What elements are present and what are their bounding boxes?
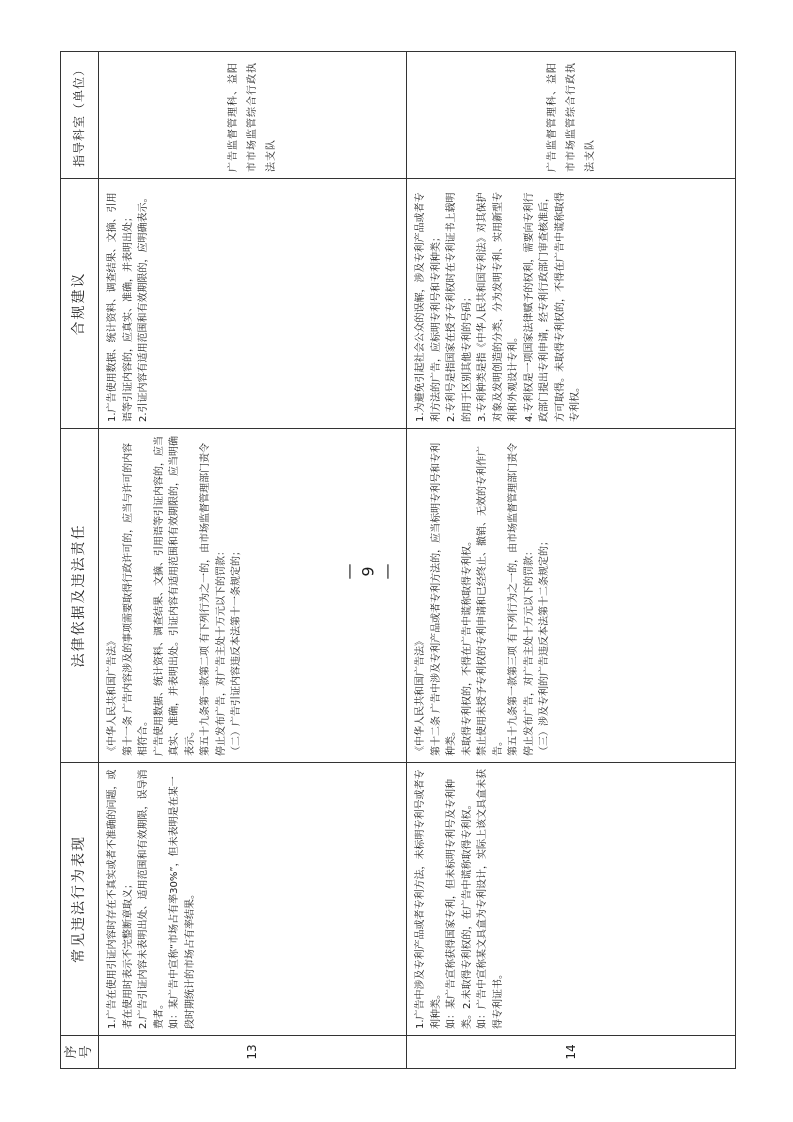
law-cell <box>98 429 406 763</box>
unit-cell: 广告监督管理科、益阳市市场监管综合行政执法支队 <box>406 52 735 179</box>
behavior-cell <box>98 763 406 1036</box>
behavior-line: 2.广告引证内容未表明出处、适用范围和有效期限，误导消费者。 <box>137 769 164 1029</box>
header-advice: 合规建议 <box>60 179 98 429</box>
behavior-line: 如：广告中宣称某文具盒为专利设计，实际上该文具盒未获得专利证书。 <box>476 769 503 1029</box>
law-line: 第五十九条第一款第三项 有下列行为之一的，由市场监督管理部门责令停止发布广告，对广告主处十万元以下的罚款： <box>507 442 534 756</box>
law-line: 禁止使用未授予专利权的专利申请和已经终止、撤销、无效的专利作广告。 <box>476 446 503 756</box>
header-seq: 序号 <box>60 1036 98 1069</box>
law-line: 《中华人民共和国广告法》 <box>414 636 426 756</box>
rotated-table-sheet <box>60 52 735 1069</box>
row-number: 14 <box>406 1036 735 1069</box>
advice-line: 1.为避免引起社会公众的误解，涉及专利产品或者专利方法的广告，应标明专利号和专利种类； <box>414 192 441 422</box>
law-line: 广告使用数据、统计资料、调查结果、文摘、引用语等引证内容的，应当真实、准确，并表明出处。引证内容有适用范围和有效期限的，应当明确表示。 <box>153 436 195 756</box>
law-line: 第五十九条第一款第二项 有下列行为之一的，由市场监督管理部门责令停止发布广告，对广告主处十万元以下的罚款： <box>199 442 226 756</box>
advice-line: 2.引证内容有适用范围和有效期限的，应明确表示。 <box>137 192 149 422</box>
advice-cell <box>98 179 406 429</box>
unit-cell: 广告监督管理科、益阳市市场监管综合行政执法支队 <box>98 52 406 179</box>
behavior-cell <box>406 763 735 1036</box>
header-behavior: 常见违法行为表现 <box>60 763 98 1036</box>
law-line: 《中华人民共和国广告法》 <box>106 636 118 756</box>
advice-line: 2.专利号是指国家在授予专利权时在专利证书上载明的用于区别其他专利的号码； <box>445 192 472 422</box>
advice-line: 4.专利权是一项国家法律赋予的权利，需要向专利行政部门提出专利申请，经专利行政部门审查核准后，方可取得。未取得专利权的，不得在广告中谎称取得专利权。 <box>523 192 581 422</box>
advice-line: 1.广告使用数据、统计资料、调查结果、文摘、引用语等引证内容的，应真实、准确，并表明出处； <box>106 192 133 422</box>
table-row <box>406 52 735 1069</box>
row-number: 13 <box>98 1036 406 1069</box>
behavior-line: 如：某广告中宣称“市场占有率30%”，但未表明是在某一段时期统计的市场占有率结果。 <box>168 776 195 1029</box>
compliance-table <box>60 51 736 1069</box>
header-law: 法律依据及违法责任 <box>60 429 98 763</box>
law-line: 第十二条 广告中涉及专利产品或者专利方法的，应当标明专利号和专利种类。 <box>430 442 457 756</box>
advice-line: 3.专利种类是指《中华人民共和国专利法》对其保护对象及发明创造的分类，分为发明专利、实用新型专利和外观设计专利。 <box>476 192 519 422</box>
law-cell <box>406 429 735 763</box>
law-line: 未取得专利权的，不得在广告中谎称取得专利权。 <box>461 536 472 756</box>
law-line: 第十一条 广告内容涉及的事项需要取得行政许可的，应当与许可的内容相符合。 <box>122 442 149 756</box>
behavior-line: 1.广告中涉及专利产品或者专利方法，未标明专利号或者专利种类。 <box>414 769 441 1029</box>
header-unit: 指导科室（单位） <box>60 52 98 179</box>
law-line: （二）广告引证内容违反本法第十一条规定的； <box>230 546 242 756</box>
behavior-line: 如：某广告宣称获得国家专利，但未标明专利号及专利种类。2.未取得专利权的，在广告中谎称取得专利权。 <box>445 779 472 1029</box>
behavior-line: 1.广告在使用引证内容时存在不真实或者不准确的问题，或者在使用时表示不完整断章取义； <box>106 769 133 1029</box>
advice-cell <box>406 179 735 429</box>
page-number: — 9 — <box>339 557 397 580</box>
table-header-row <box>60 52 98 1069</box>
law-line: （三）涉及专利的广告违反本法第十二条规定的； <box>538 536 550 756</box>
